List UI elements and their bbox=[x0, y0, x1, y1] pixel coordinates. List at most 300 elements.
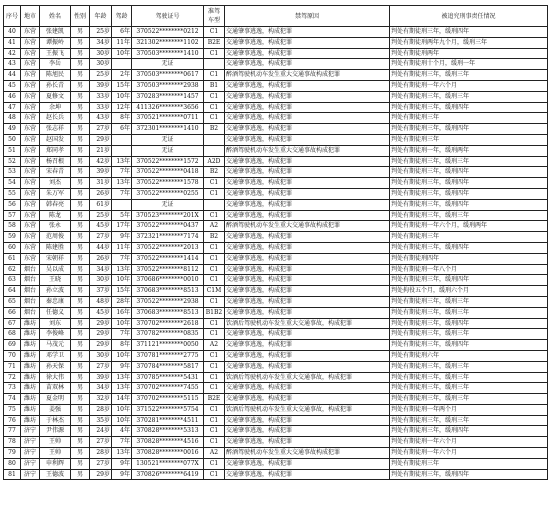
row-city: 潍坊 bbox=[21, 383, 40, 394]
row-city: 东营 bbox=[21, 124, 40, 135]
row-vehicle-type: C1 bbox=[204, 188, 225, 199]
row-gender: 男 bbox=[71, 394, 90, 405]
row-no: 42 bbox=[4, 48, 21, 59]
row-name: 申利辉 bbox=[40, 458, 71, 469]
row-vehicle-type: A2D bbox=[204, 156, 225, 167]
row-ban-reason: 交通肇事逃逸，构成犯罪 bbox=[225, 350, 390, 361]
row-driving-years: 16年 bbox=[112, 307, 132, 318]
row-ban-reason: 交通肇事逃逸，构成犯罪 bbox=[225, 210, 390, 221]
row-name: 宋朝祥 bbox=[40, 253, 71, 264]
row-age: 45岁 bbox=[90, 307, 112, 318]
table-row bbox=[4, 59, 548, 70]
row-name: 余坤 bbox=[40, 102, 71, 113]
row-driving-years: 10年 bbox=[112, 91, 132, 102]
row-criminal-liability: 判处有期徒刑三年，缓刑四年 bbox=[390, 242, 548, 253]
row-vehicle-type: C1 bbox=[204, 275, 225, 286]
row-gender: 男 bbox=[71, 124, 90, 135]
row-ban-reason: 交通肇事逃逸，构成犯罪 bbox=[225, 264, 390, 275]
row-name: 郑同孝 bbox=[40, 145, 71, 156]
row-city: 烟台 bbox=[21, 264, 40, 275]
row-ban-reason: 醉酒驾驶机动车发生重大交通事故构成犯罪 bbox=[225, 221, 390, 232]
row-no: 53 bbox=[4, 167, 21, 178]
row-no: 50 bbox=[4, 134, 21, 145]
row-license-no: 370828********0016 bbox=[132, 448, 204, 459]
table-header-row bbox=[4, 6, 548, 27]
table-row bbox=[4, 275, 548, 286]
row-ban-reason: 交通肇事逃逸，构成犯罪 bbox=[225, 469, 390, 480]
table-row bbox=[4, 318, 548, 329]
row-license-no: 370522********2938 bbox=[132, 296, 204, 307]
row-vehicle-type bbox=[204, 145, 225, 156]
row-driving-years: 13年 bbox=[112, 156, 132, 167]
table-row bbox=[4, 156, 548, 167]
row-license-no: 371522********5754 bbox=[132, 404, 204, 415]
row-gender: 男 bbox=[71, 307, 90, 318]
row-license-no: 370686********0010 bbox=[132, 275, 204, 286]
row-criminal-liability: 判处有期徒刑一年六个月，缓刑两年 bbox=[390, 221, 548, 232]
row-vehicle-type: C1 bbox=[204, 404, 225, 415]
row-city: 东营 bbox=[21, 221, 40, 232]
row-gender: 男 bbox=[71, 275, 90, 286]
row-age: 30岁 bbox=[90, 275, 112, 286]
row-vehicle-type: C1 bbox=[204, 383, 225, 394]
table-row bbox=[4, 242, 548, 253]
table-row bbox=[4, 37, 548, 48]
row-city: 东营 bbox=[21, 37, 40, 48]
row-gender: 男 bbox=[71, 426, 90, 437]
row-vehicle-type: C1 bbox=[204, 415, 225, 426]
row-gender: 男 bbox=[71, 134, 90, 145]
row-city: 济宁 bbox=[21, 426, 40, 437]
row-license-no: 372301********1410 bbox=[132, 124, 204, 135]
row-name: 姜强 bbox=[40, 404, 71, 415]
row-ban-reason: 交通肇事逃逸，构成犯罪 bbox=[225, 275, 390, 286]
row-age: 25岁 bbox=[90, 210, 112, 221]
header-vehicle-type-line1: 准驾 bbox=[207, 8, 220, 15]
row-vehicle-type: C1 bbox=[204, 102, 225, 113]
row-gender: 男 bbox=[71, 350, 90, 361]
row-age: 25岁 bbox=[90, 70, 112, 81]
table-row bbox=[4, 27, 548, 38]
row-city: 潍坊 bbox=[21, 350, 40, 361]
row-gender: 男 bbox=[71, 37, 90, 48]
row-license-no: 370522********0255 bbox=[132, 188, 204, 199]
row-ban-reason: 交通肇事逃逸，构成犯罪 bbox=[225, 458, 390, 469]
row-criminal-liability: 判处有期徒刑两年 bbox=[390, 48, 548, 59]
row-gender: 男 bbox=[71, 242, 90, 253]
row-age: 42岁 bbox=[90, 156, 112, 167]
row-no: 70 bbox=[4, 350, 21, 361]
row-age: 26岁 bbox=[90, 253, 112, 264]
row-gender: 男 bbox=[71, 448, 90, 459]
row-vehicle-type: C1 bbox=[204, 458, 225, 469]
row-ban-reason: 交通肇事逃逸，构成犯罪 bbox=[225, 59, 390, 70]
row-license-no: 370503********2938 bbox=[132, 80, 204, 91]
row-ban-reason: 交通肇事逃逸，构成犯罪 bbox=[225, 102, 390, 113]
row-criminal-liability: 判处有期徒刑三年 bbox=[390, 232, 548, 243]
row-name: 王帅 bbox=[40, 448, 71, 459]
row-gender: 男 bbox=[71, 80, 90, 91]
row-vehicle-type: C1 bbox=[204, 469, 225, 480]
table-row bbox=[4, 350, 548, 361]
row-criminal-liability: 判处有期徒刑三年，缓刑四年 bbox=[390, 426, 548, 437]
row-ban-reason: 交通肇事逃逸，构成犯罪 bbox=[225, 286, 390, 297]
table-row bbox=[4, 448, 548, 459]
row-criminal-liability: 判处有期徒刑三年，缓刑四年 bbox=[390, 469, 548, 480]
row-ban-reason: 交通肇事逃逸，构成犯罪 bbox=[225, 178, 390, 189]
table-row bbox=[4, 167, 548, 178]
row-driving-years: 2年 bbox=[112, 70, 132, 81]
row-no: 67 bbox=[4, 318, 21, 329]
row-ban-reason: 交通肇事逃逸，构成犯罪 bbox=[225, 188, 390, 199]
row-gender: 男 bbox=[71, 372, 90, 383]
row-name: 张建凯 bbox=[40, 27, 71, 38]
row-license-no: 370702********7455 bbox=[132, 383, 204, 394]
row-city: 东营 bbox=[21, 102, 40, 113]
row-gender: 男 bbox=[71, 264, 90, 275]
row-driving-years: 13年 bbox=[112, 264, 132, 275]
row-age: 35岁 bbox=[90, 415, 112, 426]
row-city: 东营 bbox=[21, 113, 40, 124]
row-age: 37岁 bbox=[90, 286, 112, 297]
table-row bbox=[4, 178, 548, 189]
row-ban-reason: 交通肇事逃逸，构成犯罪 bbox=[225, 242, 390, 253]
table-row bbox=[4, 469, 548, 480]
row-city: 济宁 bbox=[21, 448, 40, 459]
row-driving-years bbox=[112, 145, 132, 156]
row-criminal-liability: 判处有期徒刑三年，缓刑三年 bbox=[390, 210, 548, 221]
row-criminal-liability: 判处有期徒刑一年两个月 bbox=[390, 404, 548, 415]
row-license-no: 无证 bbox=[132, 145, 204, 156]
header-name: 姓名 bbox=[40, 6, 71, 27]
row-gender: 男 bbox=[71, 415, 90, 426]
table-row bbox=[4, 286, 548, 297]
row-city: 东营 bbox=[21, 27, 40, 38]
row-city: 潍坊 bbox=[21, 318, 40, 329]
row-vehicle-type: C1 bbox=[204, 372, 225, 383]
row-age: 30岁 bbox=[90, 350, 112, 361]
row-driving-years: 8年 bbox=[112, 113, 132, 124]
row-criminal-liability: 判处有期徒刑三年 bbox=[390, 113, 548, 124]
row-ban-reason: 交通肇事逃逸，构成犯罪 bbox=[225, 124, 390, 135]
row-city: 潍坊 bbox=[21, 361, 40, 372]
row-criminal-liability: 判处有期徒刑十个月，缓刑一年 bbox=[390, 59, 548, 70]
row-vehicle-type: B2 bbox=[204, 232, 225, 243]
row-city: 东营 bbox=[21, 210, 40, 221]
row-ban-reason: 交通肇事逃逸，构成犯罪 bbox=[225, 37, 390, 48]
row-name: 苗双林 bbox=[40, 383, 71, 394]
row-no: 52 bbox=[4, 156, 21, 167]
row-criminal-liability: 判处有期徒刑六年 bbox=[390, 350, 548, 361]
row-name: 陈龙 bbox=[40, 210, 71, 221]
row-city: 东营 bbox=[21, 253, 40, 264]
row-name: 马茂元 bbox=[40, 340, 71, 351]
row-city: 烟台 bbox=[21, 296, 40, 307]
row-ban-reason: 醉酒驾驶机动车发生重大交通事故构成犯罪 bbox=[225, 145, 390, 156]
row-license-no: 无证 bbox=[132, 199, 204, 210]
row-license-no: 370522********1578 bbox=[132, 178, 204, 189]
row-age: 27岁 bbox=[90, 361, 112, 372]
row-license-no: 370826********6419 bbox=[132, 469, 204, 480]
row-age: 39岁 bbox=[90, 167, 112, 178]
row-driving-years bbox=[112, 199, 132, 210]
row-ban-reason: 饮酒后驾驶机动车发生重大交通事故，构成犯罪 bbox=[225, 404, 390, 415]
row-age: 39岁 bbox=[90, 80, 112, 91]
table-row bbox=[4, 188, 548, 199]
row-city: 东营 bbox=[21, 70, 40, 81]
row-criminal-liability: 判处有期徒刑三年，缓刑三年 bbox=[390, 361, 548, 372]
row-license-no: 370522********0418 bbox=[132, 167, 204, 178]
row-driving-years: 11年 bbox=[112, 37, 132, 48]
row-ban-reason: 交通肇事逃逸，构成犯罪 bbox=[225, 232, 390, 243]
row-name: 刘东 bbox=[40, 318, 71, 329]
row-age: 39岁 bbox=[90, 372, 112, 383]
row-no: 44 bbox=[4, 70, 21, 81]
row-ban-reason: 交通肇事逃逸，构成犯罪 bbox=[225, 91, 390, 102]
row-ban-reason: 交通肇事逃逸，构成犯罪 bbox=[225, 156, 390, 167]
row-name: 张永 bbox=[40, 221, 71, 232]
row-license-no: 370781********2775 bbox=[132, 350, 204, 361]
row-license-no: 372321********7174 bbox=[132, 232, 204, 243]
row-no: 65 bbox=[4, 296, 21, 307]
row-driving-years: 4年 bbox=[112, 426, 132, 437]
row-vehicle-type: C1 bbox=[204, 361, 225, 372]
row-vehicle-type: C1 bbox=[204, 91, 225, 102]
driving-ban-table bbox=[3, 5, 548, 480]
row-gender: 男 bbox=[71, 296, 90, 307]
row-vehicle-type: C1 bbox=[204, 242, 225, 253]
row-criminal-liability: 判处有期徒刑三年，缓刑四年 bbox=[390, 167, 548, 178]
row-city: 东营 bbox=[21, 156, 40, 167]
row-age: 30岁 bbox=[90, 59, 112, 70]
row-criminal-liability: 判处有期徒刑两年九个月，缓刑三年 bbox=[390, 37, 548, 48]
row-license-no: 370683********8513 bbox=[132, 286, 204, 297]
row-ban-reason: 交通肇事逃逸，构成犯罪 bbox=[225, 253, 390, 264]
row-name: 王帅 bbox=[40, 437, 71, 448]
row-license-no: 370784********5817 bbox=[132, 361, 204, 372]
row-age: 33岁 bbox=[90, 91, 112, 102]
table-row bbox=[4, 340, 548, 351]
table-row bbox=[4, 329, 548, 340]
row-no: 75 bbox=[4, 404, 21, 415]
row-license-no: 321302********1102 bbox=[132, 37, 204, 48]
row-license-no: 370683********8513 bbox=[132, 307, 204, 318]
row-age: 44岁 bbox=[90, 242, 112, 253]
row-license-no: 370503********1410 bbox=[132, 48, 204, 59]
row-driving-years: 7年 bbox=[112, 253, 132, 264]
row-vehicle-type: B2 bbox=[204, 167, 225, 178]
table-row bbox=[4, 221, 548, 232]
row-vehicle-type: C1 bbox=[204, 27, 225, 38]
row-criminal-liability: 判处有期徒刑三年，缓刑四年 bbox=[390, 102, 548, 113]
header-driving-years: 驾龄 bbox=[112, 6, 132, 27]
row-gender: 男 bbox=[71, 404, 90, 415]
row-criminal-liability: 判处有期徒刑三年，缓刑三年 bbox=[390, 91, 548, 102]
row-criminal-liability: 判处有期徒刑三年，缓刑三年 bbox=[390, 372, 548, 383]
row-gender: 男 bbox=[71, 318, 90, 329]
row-driving-years bbox=[112, 59, 132, 70]
row-driving-years: 13年 bbox=[112, 178, 132, 189]
row-vehicle-type: C1 bbox=[204, 437, 225, 448]
row-vehicle-type: C1 bbox=[204, 70, 225, 81]
row-driving-years: 8年 bbox=[112, 340, 132, 351]
row-age: 61岁 bbox=[90, 199, 112, 210]
table-row bbox=[4, 199, 548, 210]
row-driving-years: 9年 bbox=[112, 469, 132, 480]
row-license-no: 370522********8112 bbox=[132, 264, 204, 275]
table-row bbox=[4, 383, 548, 394]
row-criminal-liability: 判处有期徒刑三年 bbox=[390, 458, 548, 469]
row-name: 尹伟源 bbox=[40, 426, 71, 437]
table-row bbox=[4, 361, 548, 372]
row-gender: 男 bbox=[71, 178, 90, 189]
row-driving-years: 15年 bbox=[112, 286, 132, 297]
row-driving-years: 9年 bbox=[112, 232, 132, 243]
row-age: 27岁 bbox=[90, 232, 112, 243]
row-gender: 男 bbox=[71, 167, 90, 178]
row-vehicle-type: C1 bbox=[204, 210, 225, 221]
row-ban-reason: 交通肇事逃逸，构成犯罪 bbox=[225, 167, 390, 178]
row-age: 32岁 bbox=[90, 394, 112, 405]
row-driving-years: 7年 bbox=[112, 188, 132, 199]
row-gender: 男 bbox=[71, 340, 90, 351]
row-license-no: 370522********0437 bbox=[132, 221, 204, 232]
row-vehicle-type: C1 bbox=[204, 48, 225, 59]
row-age: 27岁 bbox=[90, 124, 112, 135]
row-driving-years: 17年 bbox=[112, 221, 132, 232]
row-age: 45岁 bbox=[90, 221, 112, 232]
row-ban-reason: 交通肇事逃逸，构成犯罪 bbox=[225, 307, 390, 318]
row-no: 77 bbox=[4, 426, 21, 437]
row-ban-reason: 交通肇事逃逸，构成犯罪 bbox=[225, 80, 390, 91]
row-gender: 男 bbox=[71, 286, 90, 297]
row-name: 范周俊 bbox=[40, 232, 71, 243]
row-ban-reason: 交通肇事逃逸，构成犯罪 bbox=[225, 134, 390, 145]
table-row bbox=[4, 91, 548, 102]
row-license-no: 370503********0617 bbox=[132, 70, 204, 81]
row-vehicle-type: C1 bbox=[204, 296, 225, 307]
table-row bbox=[4, 394, 548, 405]
row-driving-years: 13年 bbox=[112, 383, 132, 394]
row-criminal-liability: 判处有期徒刑一年八个月 bbox=[390, 264, 548, 275]
row-license-no: 370522********0212 bbox=[132, 27, 204, 38]
row-criminal-liability: 判处有期徒刑一年六个月 bbox=[390, 448, 548, 459]
row-driving-years: 12年 bbox=[112, 102, 132, 113]
row-name: 赵长兵 bbox=[40, 113, 71, 124]
row-name: 徐大伟 bbox=[40, 372, 71, 383]
header-vehicle-type bbox=[204, 6, 225, 27]
row-name: 王德波 bbox=[40, 469, 71, 480]
row-ban-reason: 交通肇事逃逸，构成犯罪 bbox=[225, 296, 390, 307]
row-city: 潍坊 bbox=[21, 404, 40, 415]
header-city: 地市 bbox=[21, 6, 40, 27]
row-name: 任德义 bbox=[40, 307, 71, 318]
row-gender: 男 bbox=[71, 458, 90, 469]
row-city: 烟台 bbox=[21, 275, 40, 286]
row-criminal-liability: 判处有期徒刑一年六个月 bbox=[390, 80, 548, 91]
row-driving-years: 10年 bbox=[112, 350, 132, 361]
row-no: 62 bbox=[4, 264, 21, 275]
table-row bbox=[4, 253, 548, 264]
row-vehicle-type: C1 bbox=[204, 178, 225, 189]
row-city: 东营 bbox=[21, 199, 40, 210]
row-name: 朱万军 bbox=[40, 188, 71, 199]
header-age: 年龄 bbox=[90, 6, 112, 27]
row-criminal-liability: 判处有期徒刑三年，缓刑四年 bbox=[390, 275, 548, 286]
table-row bbox=[4, 426, 548, 437]
row-vehicle-type bbox=[204, 59, 225, 70]
row-no: 49 bbox=[4, 124, 21, 135]
row-criminal-liability: 判处有期徒刑三年，缓刑三年 bbox=[390, 329, 548, 340]
row-ban-reason: 饮酒后驾驶机动车发生重大交通事故，构成犯罪 bbox=[225, 372, 390, 383]
row-ban-reason: 交通肇事逃逸，构成犯罪 bbox=[225, 27, 390, 38]
row-name: 杨召根 bbox=[40, 156, 71, 167]
row-name: 孙天保 bbox=[40, 361, 71, 372]
header-ban-reason: 禁驾原因 bbox=[225, 6, 390, 27]
table-row bbox=[4, 296, 548, 307]
row-gender: 男 bbox=[71, 210, 90, 221]
row-no: 71 bbox=[4, 361, 21, 372]
row-no: 54 bbox=[4, 178, 21, 189]
row-ban-reason: 交通肇事逃逸，构成犯罪 bbox=[225, 437, 390, 448]
row-age: 27岁 bbox=[90, 458, 112, 469]
row-gender: 男 bbox=[71, 113, 90, 124]
row-license-no: 370283********1457 bbox=[132, 91, 204, 102]
row-vehicle-type: B1 bbox=[204, 80, 225, 91]
row-name: 孙长青 bbox=[40, 80, 71, 91]
row-no: 64 bbox=[4, 286, 21, 297]
row-vehicle-type: A2 bbox=[204, 448, 225, 459]
row-driving-years: 11年 bbox=[112, 242, 132, 253]
row-vehicle-type: C1 bbox=[204, 253, 225, 264]
row-age: 31岁 bbox=[90, 178, 112, 189]
row-no: 58 bbox=[4, 221, 21, 232]
row-gender: 男 bbox=[71, 70, 90, 81]
row-city: 东营 bbox=[21, 232, 40, 243]
row-criminal-liability: 判处有期徒刑三年，缓刑三年 bbox=[390, 70, 548, 81]
row-driving-years: 28年 bbox=[112, 296, 132, 307]
row-ban-reason: 交通肇事逃逸，构成犯罪 bbox=[225, 329, 390, 340]
row-gender: 男 bbox=[71, 48, 90, 59]
row-name: 王晓 bbox=[40, 275, 71, 286]
row-city: 东营 bbox=[21, 48, 40, 59]
row-license-no: 370522********1572 bbox=[132, 156, 204, 167]
row-age: 28岁 bbox=[90, 404, 112, 415]
row-name: 张志祥 bbox=[40, 124, 71, 135]
table-row bbox=[4, 232, 548, 243]
row-no: 79 bbox=[4, 448, 21, 459]
row-license-no: 411326********3656 bbox=[132, 102, 204, 113]
row-license-no: 无证 bbox=[132, 134, 204, 145]
row-no: 55 bbox=[4, 188, 21, 199]
row-driving-years: 15年 bbox=[112, 80, 132, 91]
row-license-no: 370702********5115 bbox=[132, 394, 204, 405]
row-gender: 男 bbox=[71, 59, 90, 70]
table-row bbox=[4, 415, 548, 426]
row-name: 夏修文 bbox=[40, 91, 71, 102]
row-driving-years: 9年 bbox=[112, 458, 132, 469]
row-age: 27岁 bbox=[90, 437, 112, 448]
row-name: 李俊峰 bbox=[40, 329, 71, 340]
row-ban-reason: 醉酒驾驶机动车发生重大交通事故构成犯罪 bbox=[225, 70, 390, 81]
row-age: 30岁 bbox=[90, 48, 112, 59]
row-criminal-liability: 判处有期徒刑三年，缓刑四年 bbox=[390, 178, 548, 189]
row-age: 29岁 bbox=[90, 318, 112, 329]
row-gender: 男 bbox=[71, 232, 90, 243]
row-age: 29岁 bbox=[90, 469, 112, 480]
row-city: 东营 bbox=[21, 178, 40, 189]
row-age: 26岁 bbox=[90, 188, 112, 199]
